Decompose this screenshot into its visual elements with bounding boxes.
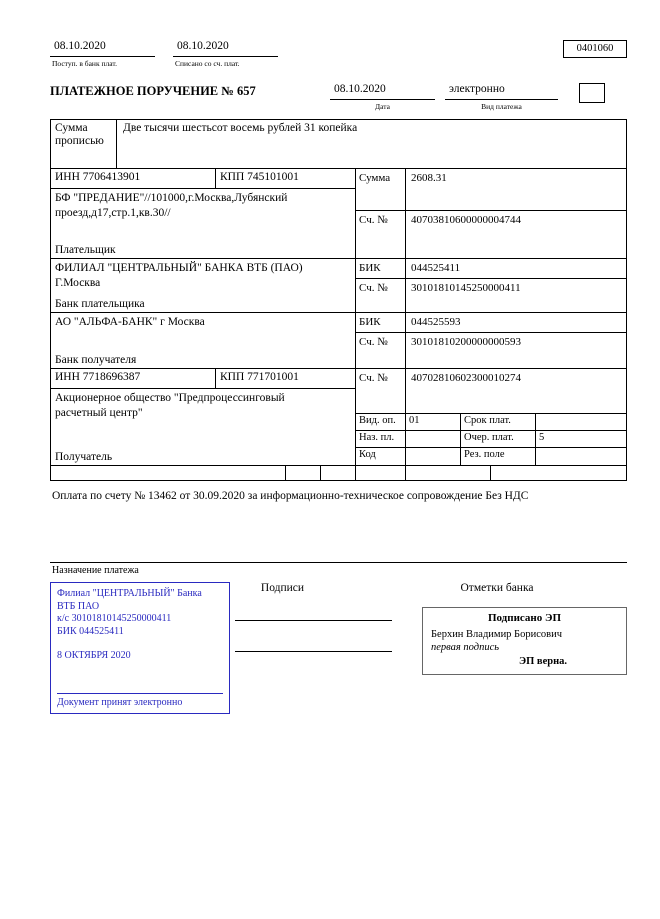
signature-line: [235, 620, 392, 621]
payer-name-line: проезд,д17,стр.1,кв.30//: [55, 207, 171, 219]
payer-kpp: КПП 745101001: [220, 171, 299, 183]
payer-id-row: [51, 169, 355, 189]
payee-bank-account-label: Сч. №: [356, 333, 406, 368]
operation-kind-row: [356, 414, 626, 431]
payer-bank-bik-row: [356, 259, 626, 279]
payee-bank-section: [51, 313, 626, 369]
payer-inn: ИНН 7706413901: [51, 169, 216, 188]
ep-signer-name: Берхин Владимир Борисович: [431, 628, 562, 640]
signatures-area: [235, 582, 392, 682]
payer-caption: Плательщик: [55, 244, 116, 256]
electronic-signature-box: [422, 607, 627, 675]
payment-term-value: [536, 414, 626, 430]
payee-bank-account-value: 30101810200000000593: [411, 336, 521, 348]
debited-date-block: [173, 40, 278, 68]
payer-bank-section: [51, 259, 626, 313]
sum-value: 2608.31: [411, 172, 447, 184]
payee-id-row: [51, 369, 355, 389]
bank-marks-title: Отметки банка: [460, 582, 534, 594]
payment-type-box: [579, 83, 605, 103]
ep-signature-kind: первая подпись: [431, 642, 500, 653]
footer-section: [50, 582, 627, 730]
stamp-corr-account: к/с 30101810145250000411: [57, 613, 172, 624]
payee-name-line: Акционерное общество "Предпроцессинговый: [55, 392, 285, 404]
payer-bank-bik-label: БИК: [356, 259, 406, 278]
payment-kind-value: электронно: [445, 83, 558, 100]
payer-info-cell: [51, 169, 356, 258]
payer-account-value: 40703810600000004744: [411, 214, 521, 226]
signature-line: [235, 651, 392, 652]
bank-electronic-stamp: [50, 582, 230, 714]
payee-info-cell: [51, 369, 356, 465]
code-cell: [491, 466, 626, 480]
code-cell: [406, 466, 491, 480]
received-date-block: [50, 40, 155, 68]
payee-account-row: [356, 369, 626, 414]
purpose-code-label: Наз. пл.: [356, 431, 406, 447]
payer-bank-name-line: Г.Москва: [55, 277, 101, 289]
document-date-value: 08.10.2020: [330, 83, 435, 100]
payer-account-label: Сч. №: [356, 211, 406, 258]
payee-kpp: КПП 771701001: [220, 371, 299, 383]
payee-account-label: Сч. №: [356, 369, 406, 413]
operation-kind-value: 01: [406, 414, 461, 430]
received-date-value: 08.10.2020: [50, 40, 155, 57]
payer-account-row: [356, 211, 626, 258]
reserve-field-value: [536, 448, 626, 465]
payee-name-line: расчетный центр": [55, 407, 143, 419]
debited-date-label: Списано со сч. плат.: [175, 59, 240, 68]
code-value: [406, 448, 461, 465]
payment-purpose-code-row: [356, 431, 626, 448]
bank-dates-row: [50, 40, 627, 68]
bank-marks-area: [422, 582, 627, 675]
payee-caption: Получатель: [55, 451, 113, 463]
payment-order-value: 5: [539, 432, 545, 443]
payer-bank-account-row: [356, 279, 626, 312]
payer-bank-caption: Банк плательщика: [55, 298, 145, 310]
payee-bank-bik-row: [356, 313, 626, 333]
document-date-field: [330, 83, 435, 111]
amount-in-words-row: [50, 119, 627, 169]
reserve-field-label: Рез. поле: [461, 448, 536, 465]
sum-label: Сумма: [356, 169, 406, 210]
signatures-title: Подписи: [260, 582, 305, 594]
payer-name: [51, 189, 355, 244]
payer-bank-info-cell: [51, 259, 356, 312]
payer-name-line: БФ "ПРЕДАНИЕ"//101000,г.Москва,Лубянский: [55, 192, 288, 204]
code-cell: [356, 466, 406, 480]
amount-in-words-value: Две тысячи шестьсот восемь рублей 31 копейка: [123, 122, 358, 134]
amount-in-words-label: Сумма прописью: [51, 120, 117, 168]
payer-bank-name-line: ФИЛИАЛ "ЦЕНТРАЛЬНЫЙ" БАНКА ВТБ (ПАО): [55, 262, 303, 274]
payment-term-label: Срок плат.: [461, 414, 536, 430]
payee-bank-bik-value: 044525593: [411, 316, 461, 328]
payee-account-value: 40702810602300010274: [411, 372, 521, 384]
stamp-bank-line: Филиал "ЦЕНТРАЛЬНЫЙ" Банка: [57, 588, 202, 599]
code-label: Код: [356, 448, 406, 465]
payee-bank-caption: Банк получателя: [55, 354, 137, 366]
payment-kind-label: Вид платежа: [481, 102, 522, 111]
form-code-box: 0401060: [563, 40, 627, 58]
codes-strip: [51, 466, 626, 480]
operation-kind-label: Вид. оп.: [356, 414, 406, 430]
code-cell: [321, 466, 356, 480]
payer-bank-requisites-cell: [356, 259, 626, 312]
payee-bank-bik-label: БИК: [356, 313, 406, 332]
code-cell: [51, 466, 286, 480]
purpose-caption: Назначение платежа: [52, 565, 139, 576]
purpose-text: Оплата по счету № 13462 от 30.09.2020 за информационно-техническое сопровождение Без НДС: [50, 481, 627, 563]
code-row: [356, 448, 626, 465]
ep-signed-title: Подписано ЭП: [487, 612, 562, 624]
payee-bank-name: АО "АЛЬФА-БАНК" г Москва: [55, 316, 205, 328]
stamp-date: 8 ОКТЯБРЯ 2020: [57, 650, 131, 661]
stamp-bik: БИК 044525411: [57, 625, 124, 637]
ep-valid-note: ЭП верна.: [519, 655, 568, 667]
payer-bank-name: [51, 259, 355, 298]
stamp-bank-line: ВТБ ПАО: [57, 600, 100, 612]
stamp-note: Документ принят электронно: [57, 693, 223, 710]
received-date-label: Поступ. в банк плат.: [52, 59, 117, 68]
purpose-code-value: [406, 431, 461, 447]
debited-date-value: 08.10.2020: [173, 40, 278, 57]
payee-bank-account-row: [356, 333, 626, 368]
sum-row: [356, 169, 626, 211]
payer-bank-account-label: Сч. №: [356, 279, 406, 312]
payment-order-label: Очер. плат.: [461, 431, 536, 447]
payment-kind-field: [445, 83, 558, 111]
payee-bank-info-cell: [51, 313, 356, 368]
payee-requisites-cell: [356, 369, 626, 465]
payee-bank-requisites-cell: [356, 313, 626, 368]
payee-name: [51, 389, 355, 451]
document-title: ПЛАТЕЖНОЕ ПОРУЧЕНИЕ № 657: [50, 84, 256, 98]
code-cell: [286, 466, 321, 480]
requisites-table: [50, 168, 627, 481]
payer-bank-bik-value: 044525411: [411, 262, 461, 274]
payee-inn: ИНН 7718696387: [51, 369, 216, 388]
payee-section: [51, 369, 626, 466]
payer-section: [51, 169, 626, 259]
payer-bank-account-value: 30101810145250000411: [411, 282, 521, 294]
document-date-label: Дата: [375, 102, 390, 111]
payer-amount-cell: [356, 169, 626, 258]
title-row: [50, 83, 627, 111]
